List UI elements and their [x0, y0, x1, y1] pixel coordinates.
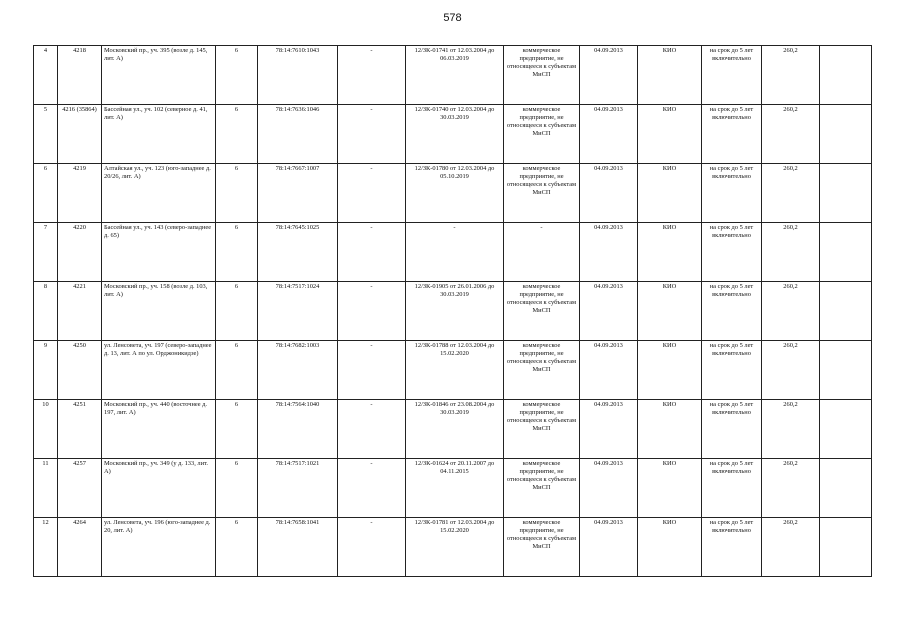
tenant-category: - [504, 223, 580, 282]
authority: КИО [638, 46, 702, 105]
zone-code: 6 [216, 46, 258, 105]
decision-date: 04.09.2013 [580, 282, 638, 341]
table-row [34, 400, 872, 459]
lease-term: на срок до 5 лет включительно [702, 341, 762, 400]
row-number: 10 [34, 400, 58, 459]
object-id: 4264 [58, 518, 102, 577]
authority: КИО [638, 105, 702, 164]
decision-date: 04.09.2013 [580, 105, 638, 164]
cadastral-number: 78:14:7564:1040 [258, 400, 338, 459]
zone-code: 6 [216, 223, 258, 282]
authority: КИО [638, 518, 702, 577]
cadastral-number: 78:14:7636:1046 [258, 105, 338, 164]
encumbrance: - [338, 400, 406, 459]
area-value: 260,2 [762, 400, 820, 459]
address: ул. Ленсовета, уч. 197 (северо-западнее д. 13, лит. А по ул. Орджоникидзе) [102, 341, 216, 400]
decision-date: 04.09.2013 [580, 164, 638, 223]
lease-term: на срок до 5 лет включительно [702, 223, 762, 282]
decision-date: 04.09.2013 [580, 459, 638, 518]
registry-table [33, 45, 872, 577]
tenant-category: коммерческое предприятие, не относящееся к субъектам МиСП [504, 46, 580, 105]
object-id: 4257 [58, 459, 102, 518]
row-number: 12 [34, 518, 58, 577]
cadastral-number: 78:14:7517:1021 [258, 459, 338, 518]
lease-term: на срок до 5 лет включительно [702, 459, 762, 518]
address: Бассейная ул., уч. 102 (северное д. 41, лит. А) [102, 105, 216, 164]
area-value: 260,2 [762, 518, 820, 577]
empty-cell [820, 400, 872, 459]
zone-code: 6 [216, 341, 258, 400]
object-id: 4216 (35864) [58, 105, 102, 164]
row-number: 4 [34, 46, 58, 105]
lease-term: на срок до 5 лет включительно [702, 518, 762, 577]
cadastral-number: 78:14:7667:1007 [258, 164, 338, 223]
row-number: 11 [34, 459, 58, 518]
zone-code: 6 [216, 518, 258, 577]
row-number: 6 [34, 164, 58, 223]
contract: 12/ЗК-01741 от 12.03.2004 до 06.03.2019 [406, 46, 504, 105]
zone-code: 6 [216, 400, 258, 459]
authority: КИО [638, 282, 702, 341]
row-number: 9 [34, 341, 58, 400]
authority: КИО [638, 164, 702, 223]
object-id: 4218 [58, 46, 102, 105]
contract: 12/ЗК-01740 от 12.03.2004 до 30.03.2019 [406, 105, 504, 164]
object-id: 4219 [58, 164, 102, 223]
cadastral-number: 78:14:7610:1043 [258, 46, 338, 105]
authority: КИО [638, 459, 702, 518]
table-row [34, 164, 872, 223]
address: Бассейная ул., уч. 143 (северо-западнее д. 65) [102, 223, 216, 282]
empty-cell [820, 459, 872, 518]
address: Московский пр., уч. 158 (возле д. 103, лит. А) [102, 282, 216, 341]
decision-date: 04.09.2013 [580, 46, 638, 105]
address: Московский пр., уч. 395 (возле д. 145, лит. А) [102, 46, 216, 105]
area-value: 260,2 [762, 105, 820, 164]
lease-term: на срок до 5 лет включительно [702, 46, 762, 105]
table-row [34, 223, 872, 282]
decision-date: 04.09.2013 [580, 223, 638, 282]
address: Московский пр., уч. 440 (восточнее д. 197, лит. А) [102, 400, 216, 459]
contract: 12/ЗК-01788 от 12.03.2004 до 15.02.2020 [406, 341, 504, 400]
cadastral-number: 78:14:7517:1024 [258, 282, 338, 341]
tenant-category: коммерческое предприятие, не относящееся к субъектам МиСП [504, 282, 580, 341]
lease-term: на срок до 5 лет включительно [702, 400, 762, 459]
table-row [34, 341, 872, 400]
area-value: 260,2 [762, 223, 820, 282]
encumbrance: - [338, 223, 406, 282]
address: Московский пр., уч. 349 (у д. 133, лит. А) [102, 459, 216, 518]
lease-term: на срок до 5 лет включительно [702, 282, 762, 341]
zone-code: 6 [216, 459, 258, 518]
empty-cell [820, 518, 872, 577]
decision-date: 04.09.2013 [580, 400, 638, 459]
authority: КИО [638, 400, 702, 459]
row-number: 8 [34, 282, 58, 341]
zone-code: 6 [216, 164, 258, 223]
cadastral-number: 78:14:7658:1041 [258, 518, 338, 577]
object-id: 4220 [58, 223, 102, 282]
contract: - [406, 223, 504, 282]
area-value: 260,2 [762, 46, 820, 105]
object-id: 4221 [58, 282, 102, 341]
decision-date: 04.09.2013 [580, 518, 638, 577]
page-number: 578 [443, 12, 462, 24]
zone-code: 6 [216, 282, 258, 341]
address: Алтайская ул., уч. 123 (юго-западнее д. 20/26, лит. А) [102, 164, 216, 223]
object-id: 4251 [58, 400, 102, 459]
contract: 12/ЗК-01624 от 20.11.2007 до 04.11.2015 [406, 459, 504, 518]
address: ул. Ленсовета, уч. 196 (юго-западнее д. 20, лит. А) [102, 518, 216, 577]
tenant-category: коммерческое предприятие, не относящееся к субъектам МиСП [504, 341, 580, 400]
encumbrance: - [338, 518, 406, 577]
tenant-category: коммерческое предприятие, не относящееся к субъектам МиСП [504, 105, 580, 164]
contract: 12/ЗК-01905 от 26.01.2006 до 30.03.2019 [406, 282, 504, 341]
empty-cell [820, 105, 872, 164]
contract: 12/ЗК-01781 от 12.03.2004 до 15.02.2020 [406, 518, 504, 577]
table-row [34, 282, 872, 341]
empty-cell [820, 341, 872, 400]
decision-date: 04.09.2013 [580, 341, 638, 400]
authority: КИО [638, 223, 702, 282]
empty-cell [820, 46, 872, 105]
tenant-category: коммерческое предприятие, не относящееся к субъектам МиСП [504, 164, 580, 223]
cadastral-number: 78:14:7645:1025 [258, 223, 338, 282]
zone-code: 6 [216, 105, 258, 164]
encumbrance: - [338, 164, 406, 223]
encumbrance: - [338, 105, 406, 164]
encumbrance: - [338, 341, 406, 400]
object-id: 4250 [58, 341, 102, 400]
area-value: 260,2 [762, 459, 820, 518]
area-value: 260,2 [762, 282, 820, 341]
lease-term: на срок до 5 лет включительно [702, 105, 762, 164]
table-row [34, 459, 872, 518]
tenant-category: коммерческое предприятие, не относящееся к субъектам МиСП [504, 518, 580, 577]
tenant-category: коммерческое предприятие, не относящееся к субъектам МиСП [504, 459, 580, 518]
empty-cell [820, 223, 872, 282]
contract: 12/ЗК-01846 от 23.08.2004 до 30.03.2019 [406, 400, 504, 459]
empty-cell [820, 164, 872, 223]
authority: КИО [638, 341, 702, 400]
table-row [34, 46, 872, 105]
encumbrance: - [338, 282, 406, 341]
area-value: 260,2 [762, 341, 820, 400]
cadastral-number: 78:14:7682:1003 [258, 341, 338, 400]
row-number: 7 [34, 223, 58, 282]
contract: 12/ЗК-01780 от 12.03.2004 до 05.10.2019 [406, 164, 504, 223]
tenant-category: коммерческое предприятие, не относящееся к субъектам МиСП [504, 400, 580, 459]
encumbrance: - [338, 459, 406, 518]
row-number: 5 [34, 105, 58, 164]
area-value: 260,2 [762, 164, 820, 223]
table-row [34, 105, 872, 164]
lease-term: на срок до 5 лет включительно [702, 164, 762, 223]
encumbrance: - [338, 46, 406, 105]
table-row [34, 518, 872, 577]
empty-cell [820, 282, 872, 341]
